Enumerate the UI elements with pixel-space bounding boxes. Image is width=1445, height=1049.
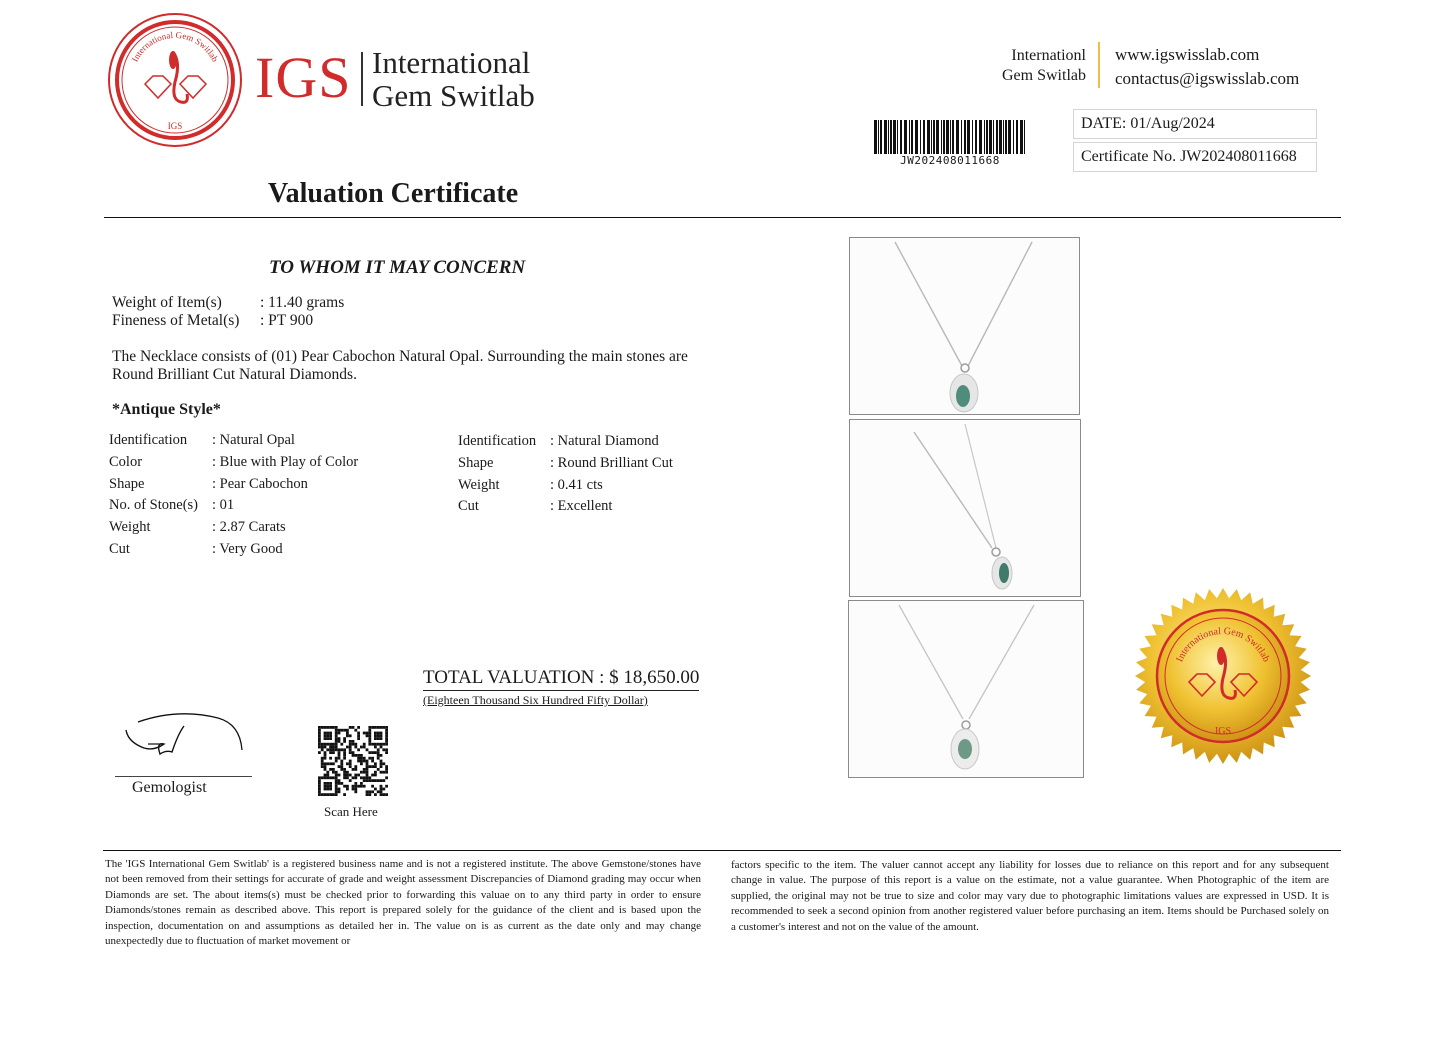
- spec-label: Cut: [109, 540, 130, 557]
- seal-ring-text: International Gem Switlab: [129, 29, 221, 64]
- scan-here-label: Scan Here: [324, 804, 378, 819]
- seal-bottom-text: IGS: [167, 121, 183, 131]
- total-valuation-words: (Eighteen Thousand Six Hundred Fifty Dollar): [423, 693, 648, 707]
- spec-row: [109, 474, 358, 496]
- metal-fineness-row: [112, 312, 313, 330]
- header-lab-name-line1: Internationl: [1011, 47, 1086, 64]
- style-tag: *Antique Style*: [112, 401, 221, 418]
- spec-value: : Very Good: [212, 540, 283, 557]
- certificate-number-field: Certificate No. JW202408011668: [1073, 142, 1317, 172]
- brand-name-line2: Gem Switlab: [372, 78, 535, 113]
- gold-seal-bottom-text: IGS: [1214, 726, 1232, 737]
- item-weight-row: [112, 294, 344, 312]
- metal-fineness-label: Fineness of Metal(s): [112, 312, 240, 329]
- spec-row: [458, 453, 673, 475]
- spec-value: : Natural Opal: [212, 432, 295, 448]
- spec-label: Weight: [458, 476, 500, 493]
- disclaimer-right: factors specific to the item. The valuer cannot accept any liability for losses due to reliance on this report and for any subsequent change in value. The purpose of this report is a value on the estimate, not a value guarantee. When Photographic of the item are supplied, the original may not be true to size and color may vary due to photographic limitations values are expressed in USD. It is recommended to seek a second opinion from another registered valuer before purchasing an item. Items should be Purchased solely on a customer's interest and not on the value of the amount.: [731, 859, 1329, 933]
- item-description: The Necklace consists of (01) Pear Cabochon Natural Opal. Surrounding the main stones are Round Brilliant Cut Natural Diamonds.: [112, 348, 688, 383]
- spec-row: [109, 517, 358, 539]
- spec-value: : Natural Diamond: [550, 433, 659, 449]
- product-photo-back: [848, 600, 1084, 778]
- divider-bottom: [103, 850, 1341, 851]
- header-lab-name: [992, 46, 1086, 86]
- spec-label: Identification: [458, 433, 537, 449]
- salutation: TO WHOM IT MAY CONCERN: [269, 257, 526, 278]
- spec-label: Color: [109, 453, 143, 470]
- gemologist-signature: [118, 712, 248, 762]
- diamond-icon: [180, 76, 206, 98]
- spec-label: Shape: [109, 475, 145, 492]
- spec-label: Identification: [109, 432, 188, 448]
- website-link[interactable]: www.igswisslab.com: [1115, 45, 1260, 64]
- spec-row: [109, 452, 358, 474]
- barcode: [872, 120, 1028, 156]
- qr-code[interactable]: [318, 726, 388, 796]
- brand-abbreviation: IGS: [255, 45, 352, 110]
- product-photo-front: [849, 237, 1080, 415]
- metal-fineness-value: : PT 900: [260, 312, 314, 329]
- header-divider: [1098, 42, 1100, 88]
- spec-value: : Round Brilliant Cut: [550, 454, 673, 471]
- spec-value: : Blue with Play of Color: [212, 453, 359, 470]
- page-title: Valuation Certificate: [268, 178, 519, 209]
- brand-name: [372, 46, 535, 112]
- spec-row: [109, 495, 358, 517]
- gemologist-label: Gemologist: [132, 779, 207, 796]
- gold-seal: [1133, 586, 1313, 766]
- spec-label: Cut: [458, 498, 479, 515]
- email-link[interactable]: contactus@igswisslab.com: [1115, 69, 1300, 88]
- spec-row: [458, 475, 673, 497]
- igs-seal-logo: [105, 12, 245, 148]
- diamond-spec-list: [458, 431, 673, 518]
- header-lab-name-line2: Gem Switlab: [1002, 67, 1086, 84]
- contact-info: [1115, 43, 1299, 91]
- diamond-icon: [145, 76, 171, 98]
- total-valuation: TOTAL VALUATION : $ 18,650.00: [423, 667, 699, 691]
- brand-divider: [361, 52, 363, 106]
- spec-value: : 2.87 Carats: [212, 519, 286, 536]
- spec-label: No. of Stone(s): [109, 497, 199, 514]
- brand-name-line1: International: [372, 45, 531, 80]
- signature-line: [115, 776, 252, 777]
- date-field: DATE: 01/Aug/2024: [1073, 109, 1317, 139]
- disclaimer-left: The 'IGS International Gem Switlab' is a registered business name and is not a registered institute. The above Gemstone/stones have not been removed from their settings for accurate of grade and weight assessment Discrepancies of Diamond grading may occur when Diamonds are set. The about items(s) must be checked prior to forwarding this valuae on to any third party in order to ensure Diamonds/stones remain as described above. This report is prepared solely for the guidance of the client and is based upon the inspection, documentation on and assumptions as detailed her in. The value on is as current as the date only and may change unexpectedly due to fluctuation of market movement or: [105, 858, 701, 948]
- item-weight-label: Weight of Item(s): [112, 294, 222, 311]
- spec-row: [458, 496, 673, 518]
- spec-value: : Pear Cabochon: [212, 475, 308, 492]
- spec-row: [109, 430, 358, 452]
- spec-label: Shape: [458, 454, 494, 471]
- product-photo-side: [849, 419, 1081, 597]
- spec-row: [109, 539, 358, 561]
- barcode-number: JW202408011668: [900, 154, 1000, 167]
- item-weight-value: : 11.40 grams: [260, 294, 345, 311]
- divider-top: [104, 217, 1341, 218]
- spec-label: Weight: [109, 519, 151, 536]
- spec-value: : 01: [212, 497, 235, 514]
- opal-spec-list: [109, 430, 358, 561]
- gold-seal-ring-text: International Gem Switlab: [1174, 625, 1272, 664]
- spec-value: : Excellent: [550, 498, 613, 515]
- spec-value: : 0.41 cts: [550, 476, 603, 493]
- spec-row: [458, 431, 673, 453]
